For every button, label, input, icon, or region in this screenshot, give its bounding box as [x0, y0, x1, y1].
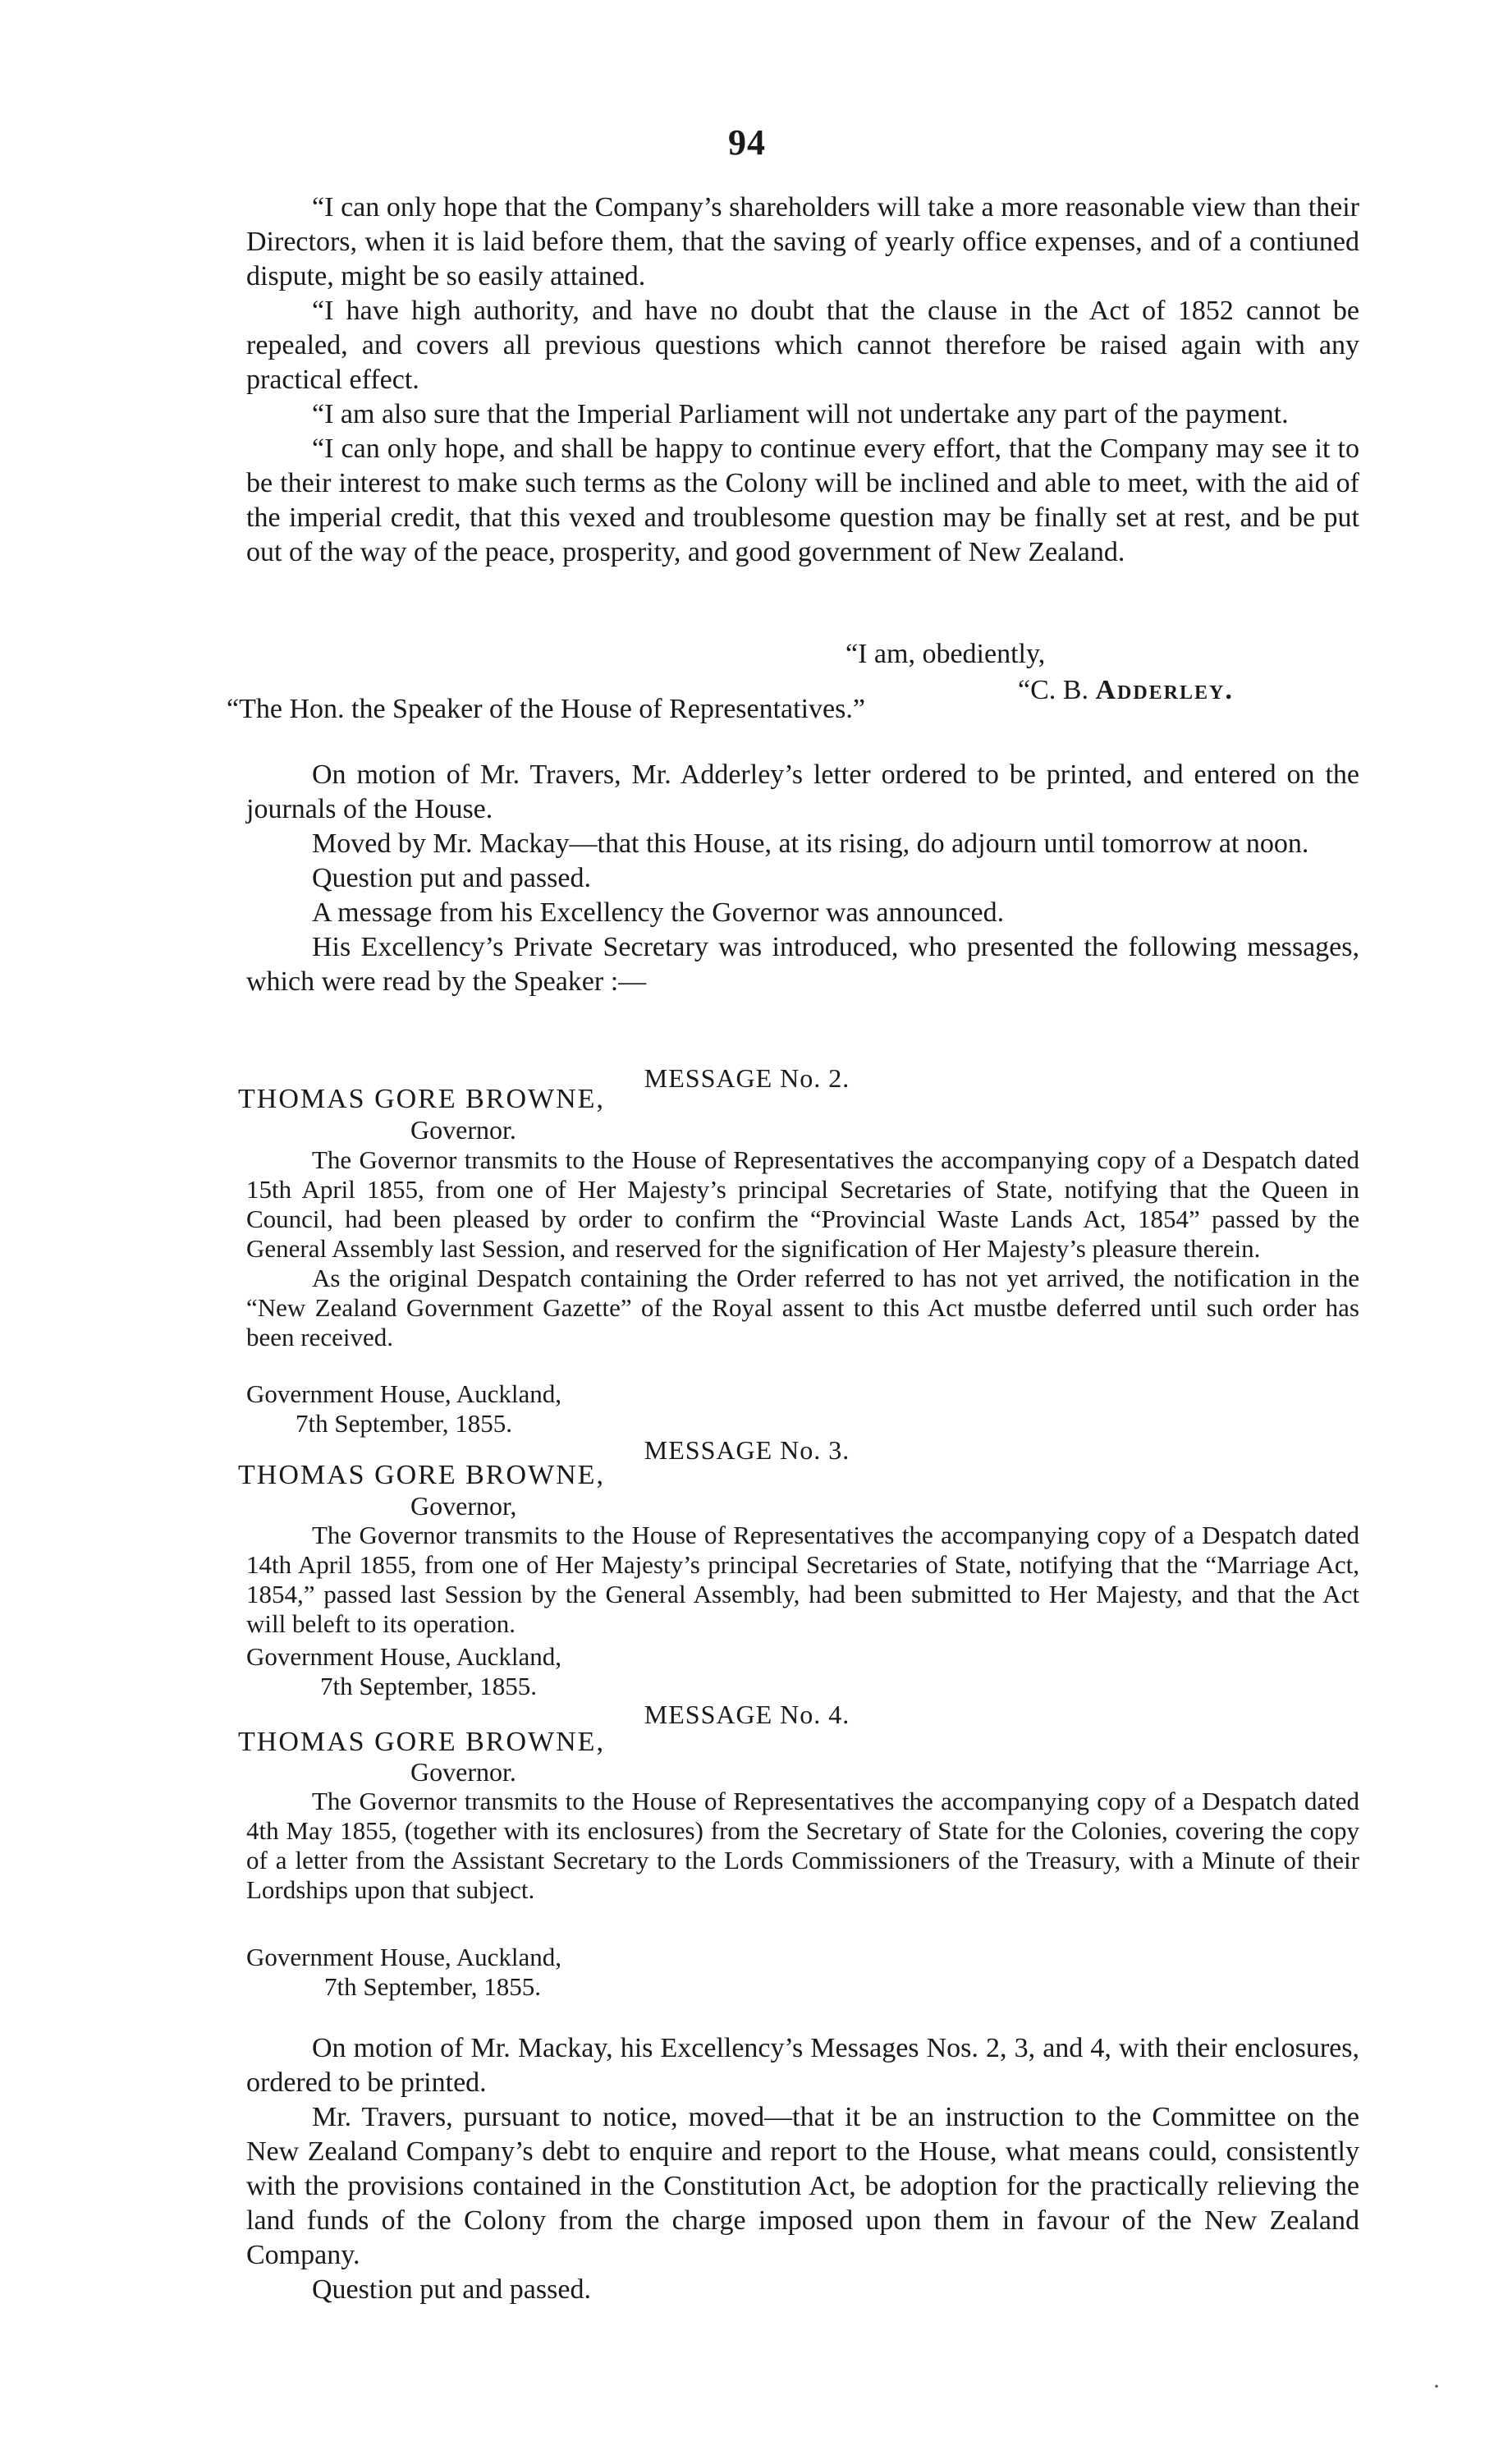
message-paragraph: The Governor transmits to the House of Representatives the accompanying copy of a Despatch dated 15th April 1855, from one of Her Majesty’s principal Secretaries of State, notifying that the Queen in Council, had been pleased by order to confirm the “Provincial Waste Lands Act, 1854” passed by the General Assembly last Session, and reserved for the signification of Her Majesty’s pleasure therein.	[246, 1145, 1359, 1263]
proceedings-block-1	[246, 758, 1359, 999]
proceedings-block-2	[246, 2031, 1359, 2307]
proceeding-paragraph: On motion of Mr. Travers, Mr. Adderley’s letter ordered to be printed, and entered on the journals of the House.	[246, 759, 1359, 824]
governor-name: THOMAS GORE BROWNE,	[238, 1460, 605, 1490]
proceeding-paragraph: A message from his Excellency the Governor was announced.	[312, 897, 1005, 928]
message-date: 7th September, 1855.	[320, 1672, 537, 1700]
governor-title: Governor,	[410, 1491, 517, 1521]
letter-closing: “I am, obediently,	[846, 639, 1046, 669]
proceeding-paragraph: Question put and passed.	[312, 863, 591, 893]
signature-prefix: “C. B.	[1018, 675, 1088, 705]
letter-signature	[1018, 675, 1234, 706]
print-speck: ·	[1432, 2373, 1441, 2400]
proceeding-paragraph: Question put and passed.	[312, 2274, 591, 2305]
governor-title: Governor.	[410, 1115, 516, 1145]
proceeding-paragraph: Moved by Mr. Mackay—that this House, at its rising, do adjourn until tomorrow at noon.	[312, 828, 1309, 859]
letter-paragraph: “I can only hope, and shall be happy to continue every effort, that the Company may see it to be their interest to make such terms as the Colony will be inclined and able to meet, with the aid of the imperial credit, that this vexed and troublesome question may be finally set at rest, and be put out of the way of the peace, prosperity, and good government of New Zealand.	[246, 434, 1359, 567]
message-heading: MESSAGE No. 4.	[644, 1700, 850, 1729]
message-paragraph: As the original Despatch containing the Order referred to has not yet arrived, the notification in the “New Zealand Government Gazette” of the Royal assent to this Act mustbe deferred until such order has been received.	[246, 1264, 1359, 1351]
message-body	[246, 1521, 1359, 1639]
letter-body	[246, 190, 1359, 570]
message-heading: MESSAGE No. 2.	[644, 1063, 850, 1093]
letter-paragraph: “I am also sure that the Imperial Parliament will not undertake any part of the payment.	[312, 399, 1289, 429]
letter-paragraph: “I have high authority, and have no doubt that the clause in the Act of 1852 cannot be repealed, and covers all previous questions which cannot therefore be raised again with any practical effect.	[246, 296, 1359, 395]
proceeding-paragraph: His Excellency’s Private Secretary was introduced, who presented the following messages, which were read by the Speaker :—	[246, 932, 1359, 997]
message-heading: MESSAGE No. 3.	[644, 1435, 850, 1465]
governor-name: THOMAS GORE BROWNE,	[238, 1084, 605, 1114]
signature-name: Adderley.	[1095, 675, 1234, 705]
proceeding-paragraph: On motion of Mr. Mackay, his Excellency’s Messages Nos. 2, 3, and 4, with their enclosures, ordered to be printed.	[246, 2033, 1359, 2098]
message-paragraph: The Governor transmits to the House of Representatives the accompanying copy of a Despatch dated 4th May 1855, (together with its enclosures) from the Secretary of State for the Colonies, covering the copy of a letter from the Assistant Secretary to the Lords Commissioners of the Treasury, with a Minute of their Lordships upon that subject.	[246, 1787, 1359, 1904]
page-number: 94	[728, 122, 766, 163]
letter-addressee: “The Hon. the Speaker of the House of Representatives.”	[227, 694, 865, 724]
letter-paragraph: “I can only hope that the Company’s shareholders will take a more reasonable view than their Directors, when it is laid before them, that the saving of yearly office expenses, and of a contiuned dispute, might be so easily attained.	[246, 192, 1359, 291]
message-place: Government House, Auckland,	[246, 1943, 561, 1971]
message-place: Government House, Auckland,	[246, 1379, 561, 1408]
message-body	[246, 1787, 1359, 1905]
message-place: Government House, Auckland,	[246, 1642, 561, 1671]
message-date: 7th September, 1855.	[296, 1409, 512, 1438]
message-body	[246, 1145, 1359, 1352]
proceeding-paragraph: Mr. Travers, pursuant to notice, moved—that it be an instruction to the Committee on the New Zealand Company’s debt to enquire and report to the House, what means could, consistently with the provisions contained in the Constitution Act, be adoption for the practically relieving the land funds of the Colony from the charge imposed upon them in favour of the New Zealand Company.	[246, 2102, 1359, 2270]
message-date: 7th September, 1855.	[324, 1972, 541, 2001]
message-paragraph: The Governor transmits to the House of Representatives the accompanying copy of a Despatch dated 14th April 1855, from one of Her Majesty’s principal Secretaries of State, notifying that the “Marriage Act, 1854,” passed last Session by the General Assembly, had been submitted to Her Majesty, and that the Act will beleft to its operation.	[246, 1521, 1359, 1638]
governor-name: THOMAS GORE BROWNE,	[238, 1727, 605, 1757]
governor-title: Governor.	[410, 1757, 516, 1787]
